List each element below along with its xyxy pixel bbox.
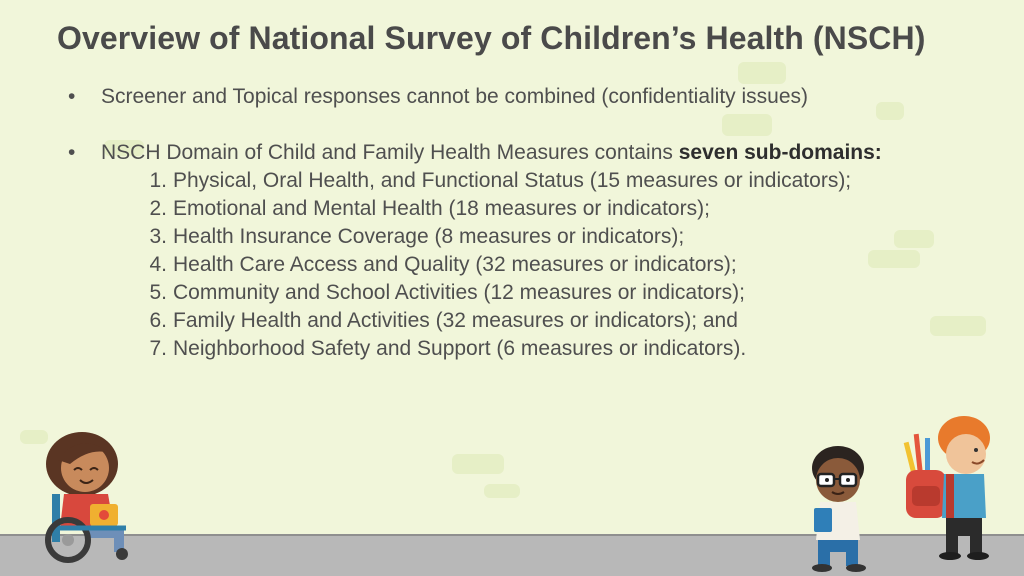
subdomain-item xyxy=(101,307,898,335)
bullet-text: Screener and Topical responses cannot be combined (confidentiality issues) xyxy=(101,85,809,108)
background-decoration xyxy=(930,316,986,336)
subdomain-text: Health Insurance Coverage (8 measures or indicators); xyxy=(173,225,685,248)
subdomain-list xyxy=(101,167,898,363)
subdomain-text: Physical, Oral Health, and Functional Status (15 measures or indicators); xyxy=(173,169,852,192)
background-decoration xyxy=(452,454,504,474)
subdomain-item xyxy=(101,167,898,195)
slide-body xyxy=(68,83,898,363)
boy-with-glasses-illustration xyxy=(796,442,880,572)
subdomain-number: 2. xyxy=(149,197,167,220)
bullet-item xyxy=(68,83,898,111)
bullet-text: NSCH Domain of Child and Family Health Measures contains xyxy=(101,141,679,164)
subdomain-text: Emotional and Mental Health (18 measures or indicators); xyxy=(173,197,710,220)
background-decoration xyxy=(738,62,786,84)
subdomain-number: 7. xyxy=(149,337,167,360)
subdomain-text: Neighborhood Safety and Support (6 measures or indicators). xyxy=(173,337,747,360)
subdomain-item xyxy=(101,195,898,223)
subdomain-number: 1. xyxy=(149,169,167,192)
subdomain-text: Community and School Activities (12 measures or indicators); xyxy=(173,281,745,304)
background-decoration xyxy=(894,230,934,248)
subdomain-item xyxy=(101,223,898,251)
subdomain-number: 3. xyxy=(149,225,167,248)
bullet-item xyxy=(68,139,898,363)
background-decoration xyxy=(484,484,520,498)
subdomain-number: 5. xyxy=(149,281,167,304)
subdomain-number: 4. xyxy=(149,253,167,276)
girl-in-wheelchair-illustration xyxy=(30,424,160,564)
subdomain-item xyxy=(101,251,898,279)
subdomain-text: Health Care Access and Quality (32 measures or indicators); xyxy=(173,253,737,276)
subdomain-item xyxy=(101,279,898,307)
subdomain-number: 6. xyxy=(149,309,167,332)
subdomain-item xyxy=(101,335,898,363)
subdomain-text: Family Health and Activities (32 measures or indicators); and xyxy=(173,309,738,332)
slide-title: Overview of National Survey of Children’s Health (NSCH) xyxy=(57,20,926,56)
bullet-marker: • xyxy=(68,85,76,108)
bullet-bold-text: seven sub-domains: xyxy=(678,141,882,164)
bullet-marker: • xyxy=(68,141,76,164)
boy-with-backpack-illustration xyxy=(900,412,1004,562)
